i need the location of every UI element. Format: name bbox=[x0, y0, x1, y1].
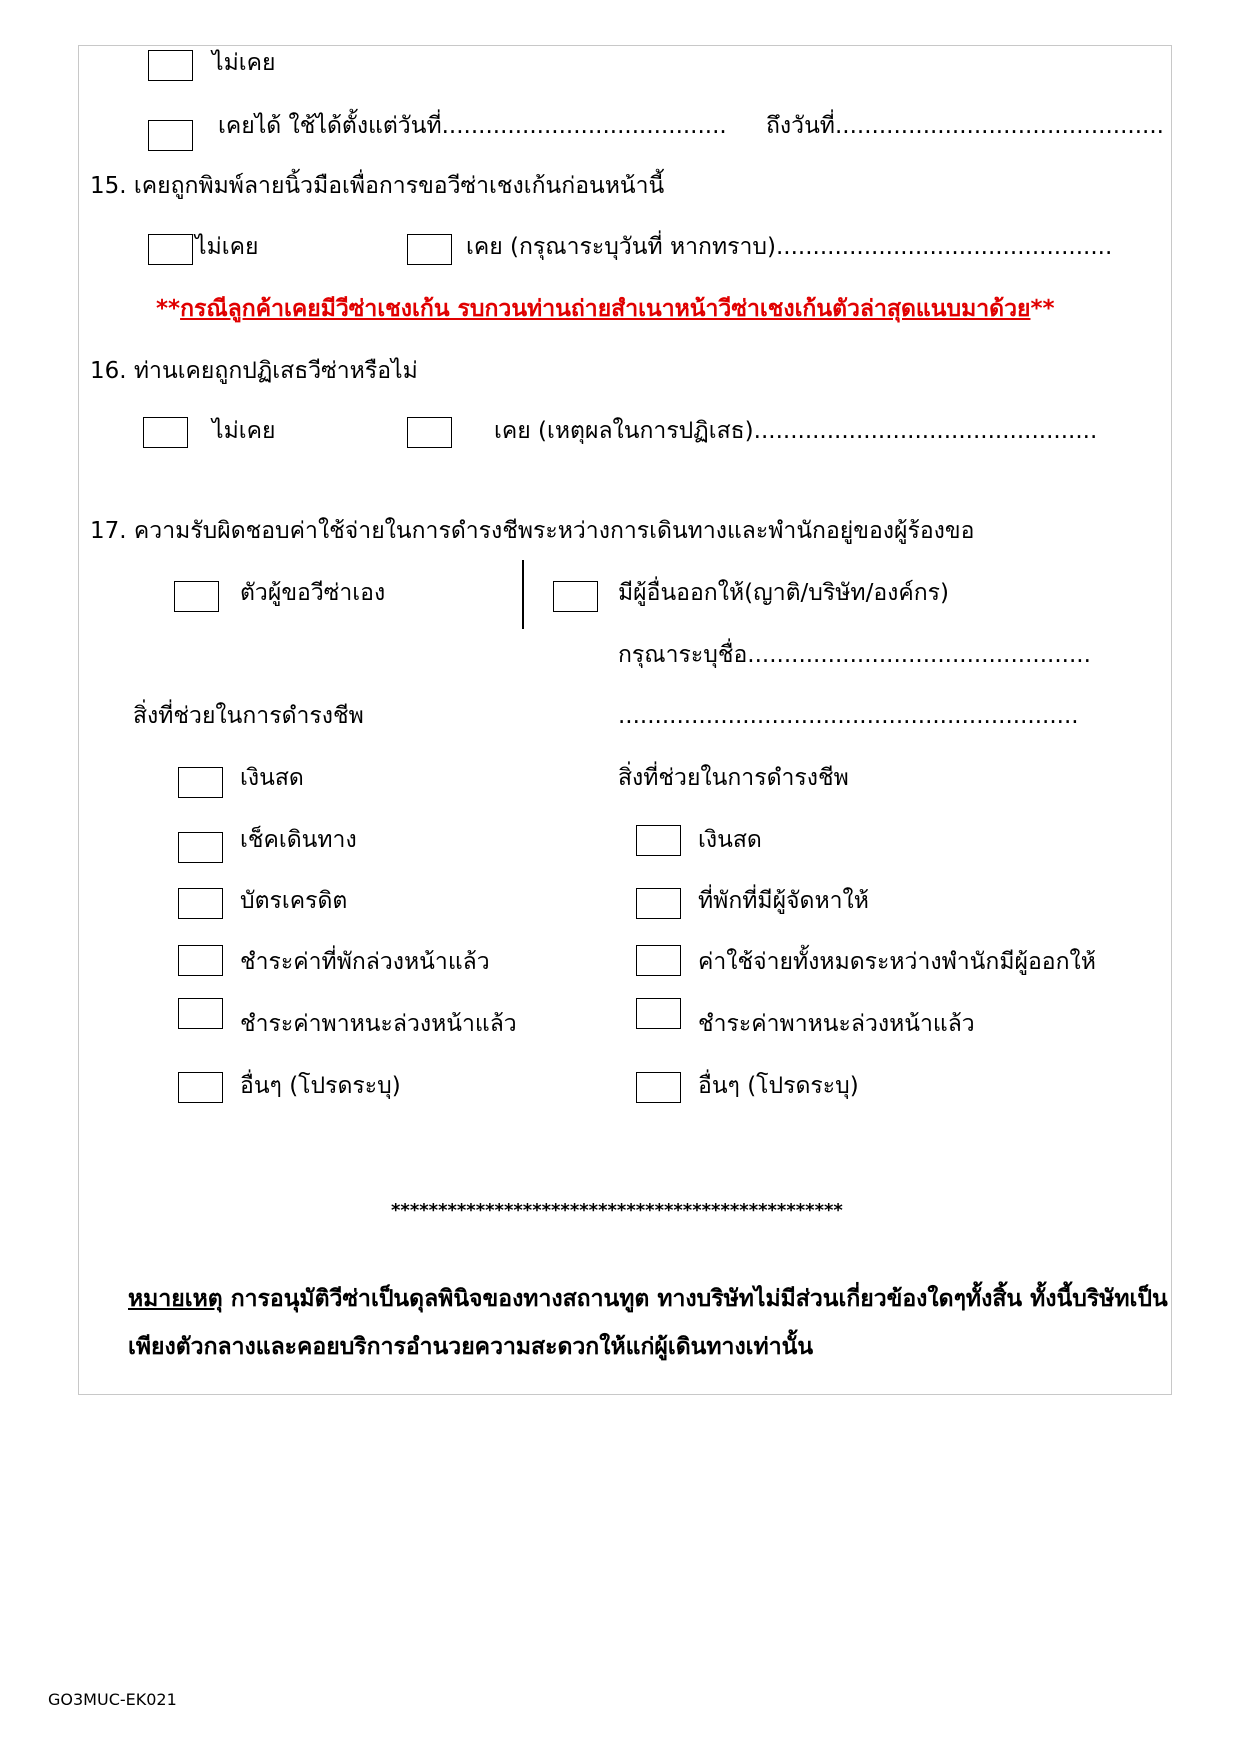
left-item-travelers-cheque-label: เช็คเดินทาง bbox=[240, 827, 357, 853]
q17-title: 17. ความรับผิดชอบค่าใช้จ่ายในการดำรงชีพระหว่างการเดินทางและพำนักอยู่ของผู้ร้องขอ bbox=[90, 518, 975, 544]
right-item-provided-accommodation-checkbox[interactable] bbox=[636, 888, 681, 919]
q15-title: 15. เคยถูกพิมพ์ลายนิ้วมือเพื่อการขอวีซ่าเชงเก้นก่อนหน้านี้ bbox=[90, 173, 665, 199]
q14-ever-label: เคยได้ ใช้ได้ตั้งแต่วันที่....................................... bbox=[218, 113, 727, 139]
left-item-other-label: อื่นๆ (โปรดระบุ) bbox=[240, 1073, 401, 1099]
right-item-cash-checkbox[interactable] bbox=[636, 825, 681, 856]
right-item-prepaid-transport-checkbox[interactable] bbox=[636, 998, 681, 1029]
note-text: การอนุมัติวีซ่าเป็นดุลพินิจของทางสถานทูต ทางบริษัทไม่มีส่วนเกี่ยวข้องใดๆทั้งสิ้น ทั้งนี้บริษัทเป็นเพียงตัวกลางและคอยบริการอำนวยความสะดวกให้แก่ผู้เดินทางเท่านั้น bbox=[128, 1286, 1168, 1360]
q14-until-label: ถึงวันที่............................................. bbox=[766, 113, 1164, 139]
right-support-heading: สิ่งที่ช่วยในการดำรงชีพ bbox=[618, 765, 849, 791]
right-item-prepaid-transport-label: ชำระค่าพาหนะล่วงหน้าแล้ว bbox=[698, 1011, 975, 1037]
left-item-prepaid-accommodation-label: ชำระค่าที่พักล่วงหน้าแล้ว bbox=[240, 949, 490, 975]
q17-other-label: มีผู้อื่นออกให้(ญาติ/บริษัท/องค์กร) bbox=[618, 580, 949, 606]
left-support-heading: สิ่งที่ช่วยในการดำรงชีพ bbox=[133, 703, 364, 729]
q15-notice: **กรณีลูกค้าเคยมีวีซ่าเชงเก้น รบกวนท่านถ่ายสำเนาหน้าวีซ่าเชงเก้นตัวล่าสุดแนบมาด้วย** bbox=[156, 296, 1055, 322]
right-item-provided-accommodation-label: ที่พักที่มีผู้จัดหาให้ bbox=[698, 888, 869, 914]
q14-never-checkbox[interactable] bbox=[148, 50, 193, 81]
q16-ever-checkbox[interactable] bbox=[407, 417, 452, 448]
q17-name-line2: ............................................................... bbox=[618, 703, 1079, 729]
note-label: หมายเหตุ bbox=[128, 1286, 223, 1312]
disclaimer-note bbox=[128, 1275, 1168, 1371]
left-item-travelers-cheque-checkbox[interactable] bbox=[178, 832, 223, 863]
right-item-all-expenses-covered-checkbox[interactable] bbox=[636, 945, 681, 976]
right-item-all-expenses-covered-label: ค่าใช้จ่ายทั้งหมดระหว่างพำนักมีผู้ออกให้ bbox=[698, 949, 1096, 975]
q17-name-prompt: กรุณาระบุชื่อ............................................... bbox=[618, 642, 1091, 668]
q16-never-checkbox[interactable] bbox=[143, 417, 188, 448]
q17-other-checkbox[interactable] bbox=[553, 581, 598, 612]
left-item-prepaid-transport-label: ชำระค่าพาหนะล่วงหน้าแล้ว bbox=[240, 1011, 517, 1037]
right-item-other-checkbox[interactable] bbox=[636, 1072, 681, 1103]
q14-ever-checkbox[interactable] bbox=[148, 120, 193, 151]
q15-never-checkbox[interactable] bbox=[148, 234, 193, 265]
q17-self-label: ตัวผู้ขอวีซ่าเอง bbox=[240, 580, 386, 606]
left-item-prepaid-transport-checkbox[interactable] bbox=[178, 998, 223, 1029]
left-item-cash-label: เงินสด bbox=[240, 765, 304, 791]
left-item-prepaid-accommodation-checkbox[interactable] bbox=[178, 945, 223, 976]
q16-never-label: ไม่เคย bbox=[212, 418, 276, 444]
q17-self-checkbox[interactable] bbox=[174, 581, 219, 612]
q15-never-label: ไม่เคย bbox=[195, 234, 259, 260]
right-item-other-label: อื่นๆ (โปรดระบุ) bbox=[698, 1073, 859, 1099]
q16-ever-label: เคย (เหตุผลในการปฏิเสธ)............................................... bbox=[494, 418, 1098, 444]
column-divider bbox=[522, 560, 524, 629]
left-item-credit-card-checkbox[interactable] bbox=[178, 888, 223, 919]
right-item-cash-label: เงินสด bbox=[698, 827, 762, 853]
q16-title: 16. ท่านเคยถูกปฏิเสธวีซ่าหรือไม่ bbox=[90, 358, 418, 384]
q14-never-label: ไม่เคย bbox=[212, 50, 276, 76]
form-code: GO3MUC-EK021 bbox=[48, 1690, 177, 1709]
q15-ever-checkbox[interactable] bbox=[407, 234, 452, 265]
separator-stars: ************************************************ bbox=[391, 1200, 843, 1221]
left-item-cash-checkbox[interactable] bbox=[178, 767, 223, 798]
q15-ever-label: เคย (กรุณาระบุวันที่ หากทราบ).............................................. bbox=[466, 234, 1113, 260]
left-item-credit-card-label: บัตรเครดิต bbox=[240, 888, 348, 914]
left-item-other-checkbox[interactable] bbox=[178, 1072, 223, 1103]
